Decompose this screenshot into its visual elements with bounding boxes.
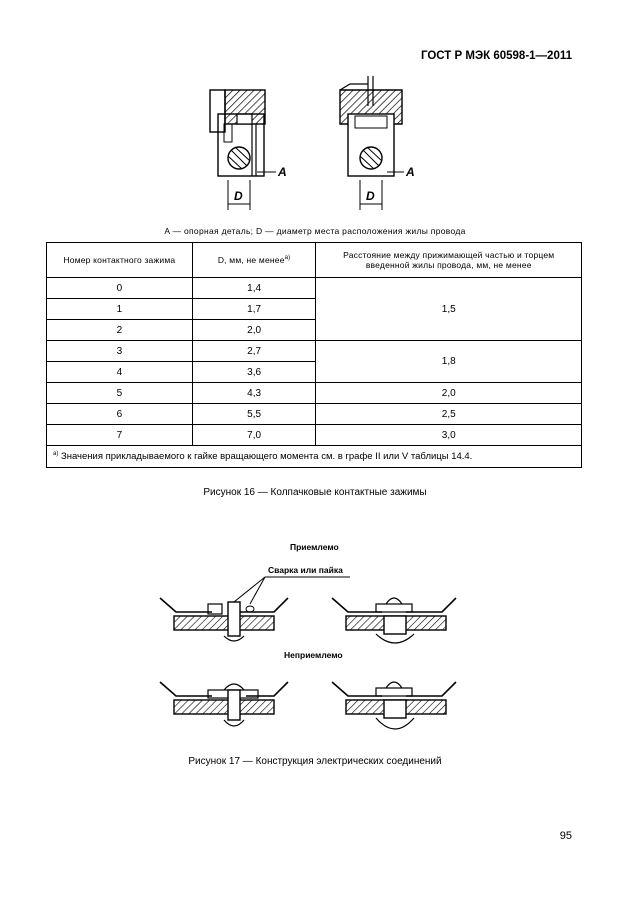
table-row [47,404,582,425]
header-d-min: D, мм, не менее$^{а)}$ [192,243,316,278]
figure-16-legend: A — опорная деталь; D — диаметр места расположения жилы провода [164,226,466,236]
header-terminal-number: Номер контактного зажима [47,243,193,278]
unacceptable-connection-left [160,682,288,726]
cell-d: 4,3 [192,383,316,404]
acceptable-connection-right [332,598,456,643]
cell-number: 4 [47,362,193,383]
cell-distance: 3,0 [316,425,582,446]
terminal-right [340,76,415,210]
weld-label: Сварка или пайка [268,565,343,575]
acceptable-connection-left [160,598,288,641]
table-row [47,278,582,299]
table-row [47,425,582,446]
cell-distance: 1,5 [316,278,582,341]
cell-distance: 2,5 [316,404,582,425]
page-number: 95 [559,830,572,842]
cell-d: 7,0 [192,425,316,446]
figure-17-caption: Рисунок 17 — Конструкция электрических соединений [188,756,442,767]
cell-distance: 2,0 [316,383,582,404]
label-a-right: A [406,165,415,179]
label-d-right: D [366,189,375,203]
cell-number: 5 [47,383,193,404]
cell-number: 3 [47,341,193,362]
cell-number: 7 [47,425,193,446]
figure-16-drawing [190,76,430,221]
cell-d: 1,4 [192,278,316,299]
table-note-row [47,446,582,468]
cell-number: 1 [47,299,193,320]
header-distance: Расстояние между прижимающей частью и торцем введенной жилы провода, мм, не менее [316,243,582,278]
cell-number: 0 [47,278,193,299]
unacceptable-connection-right [332,682,456,729]
figure-17-drawing [150,540,480,746]
terminal-table [46,242,582,468]
cell-number: 6 [47,404,193,425]
table-row [47,383,582,404]
label-a-left: A [278,165,287,179]
cell-d: 1,7 [192,299,316,320]
table-header-row [47,243,582,278]
document-header: ГОСТ Р МЭК 60598-1—2011 [420,50,572,62]
table-row [47,341,582,362]
figure-16-caption: Рисунок 16 — Колпачковые контактные зажимы [203,487,427,498]
cell-d: 2,7 [192,341,316,362]
unacceptable-label: Неприемлемо [284,650,343,660]
cell-d: 2,0 [192,320,316,341]
table-note: $^{а)}$ Значения прикладываемого к гайке вращающего момента см. в графе II или V таблицы 14.4. [47,446,582,468]
terminal-left [210,90,287,210]
cell-d: 3,6 [192,362,316,383]
label-d-left: D [234,189,243,203]
cell-distance: 1,8 [316,341,582,383]
cell-d: 5,5 [192,404,316,425]
acceptable-label: Приемлемо [290,542,339,552]
cell-number: 2 [47,320,193,341]
